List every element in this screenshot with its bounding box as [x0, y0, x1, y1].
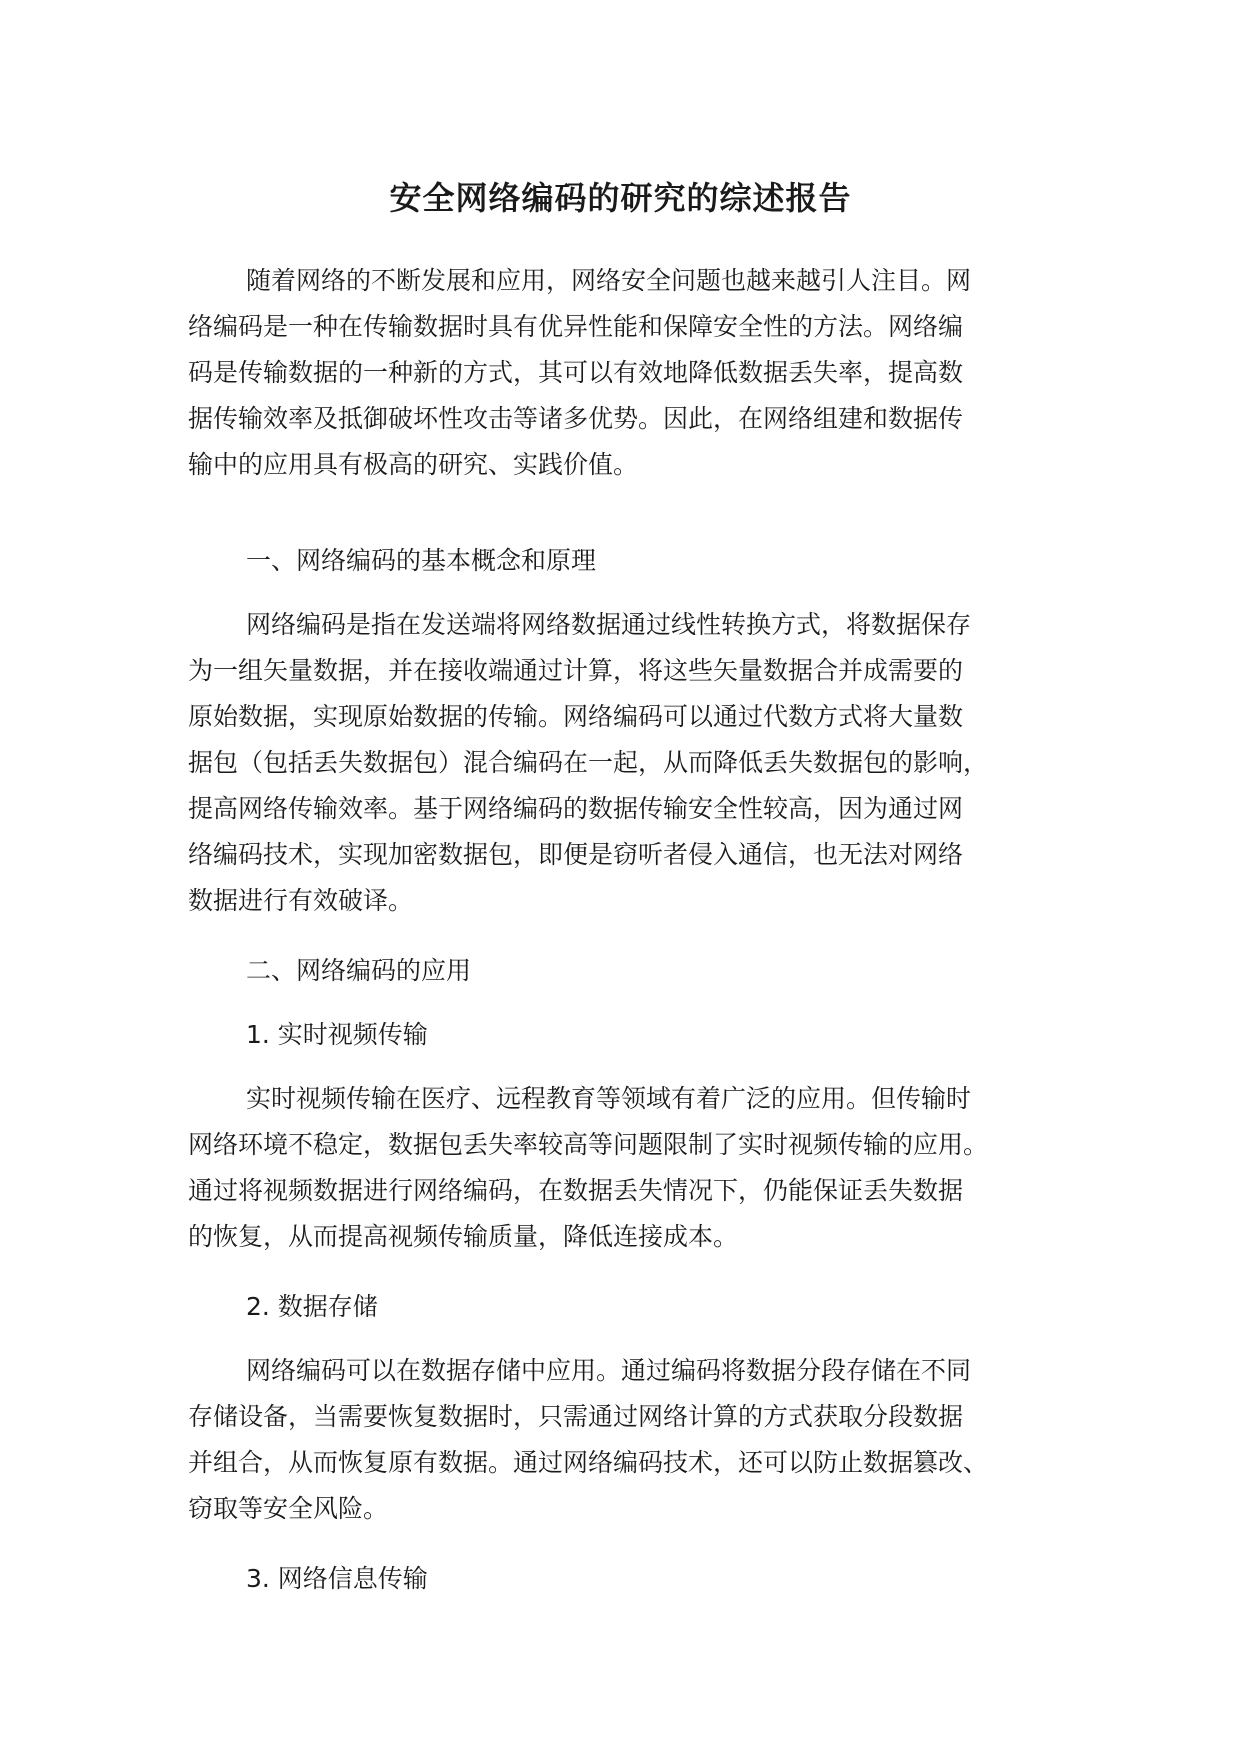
section-heading	[188, 538, 1078, 584]
subsection-heading	[188, 1284, 1078, 1330]
section-heading	[188, 948, 1078, 994]
paragraph-line: 码是传输数据的一种新的方式，其可以有效地降低数据丢失率，提高数	[188, 358, 964, 387]
paragraph-line: 输中的应用具有极高的研究、实践价值。	[188, 450, 639, 479]
paragraph-line: 通过将视频数据进行网络编码，在数据丢失情况下，仍能保证丢失数据	[188, 1176, 964, 1205]
paragraph-line: 据传输效率及抵御破坏性攻击等诸多优势。因此，在网络组建和数据传	[188, 404, 964, 433]
paragraph-line: 网络编码是指在发送端将网络数据通过线性转换方式，将数据保存	[246, 610, 972, 639]
paragraph-line: 窃取等安全风险。	[188, 1494, 389, 1523]
paragraph-line: 网络环境不稳定，数据包丢失率较高等问题限制了实时视频传输的应用。	[188, 1130, 989, 1159]
paragraph-line: 据包（包括丢失数据包）混合编码在一起，从而降低丢失数据包的影响，	[188, 748, 989, 777]
paragraph-line: 的恢复，从而提高视频传输质量，降低连接成本。	[188, 1222, 739, 1251]
paragraph-line: 并组合，从而恢复原有数据。通过网络编码技术，还可以防止数据篡改、	[188, 1448, 989, 1477]
section2-heading: 二、网络编码的应用	[246, 956, 472, 985]
paragraph-line: 数据进行有效破译。	[188, 886, 414, 915]
sub1-paragraph	[188, 1076, 1078, 1260]
section1-paragraph	[188, 602, 1078, 924]
paragraph-line: 存储设备，当需要恢复数据时，只需通过网络计算的方式获取分段数据	[188, 1402, 964, 1431]
intro-paragraph	[188, 258, 1078, 488]
sub2-paragraph	[188, 1348, 1078, 1532]
section1-heading: 一、网络编码的基本概念和原理	[246, 546, 597, 575]
sub3-heading: 3. 网络信息传输	[246, 1564, 428, 1593]
sub1-heading: 1. 实时视频传输	[246, 1020, 428, 1049]
paragraph-line: 提高网络传输效率。基于网络编码的数据传输安全性较高，因为通过网	[188, 794, 964, 823]
paragraph-line: 随着网络的不断发展和应用，网络安全问题也越来越引人注目。网	[246, 266, 972, 295]
paragraph-line: 为一组矢量数据，并在接收端通过计算，将这些矢量数据合并成需要的	[188, 656, 964, 685]
document-title: 安全网络编码的研究的综述报告	[389, 179, 852, 217]
paragraph-line: 络编码是一种在传输数据时具有优异性能和保障安全性的方法。网络编	[188, 312, 964, 341]
paragraph-line: 实时视频传输在医疗、远程教育等领域有着广泛的应用。但传输时	[246, 1084, 972, 1113]
paragraph-line: 网络编码可以在数据存储中应用。通过编码将数据分段存储在不同	[246, 1356, 972, 1385]
paragraph-line: 络编码技术，实现加密数据包，即便是窃听者侵入通信，也无法对网络	[188, 840, 964, 869]
paragraph-line: 原始数据，实现原始数据的传输。网络编码可以通过代数方式将大量数	[188, 702, 964, 731]
subsection-heading	[188, 1556, 1078, 1602]
sub2-heading: 2. 数据存储	[246, 1292, 378, 1321]
subsection-heading	[188, 1012, 1078, 1058]
